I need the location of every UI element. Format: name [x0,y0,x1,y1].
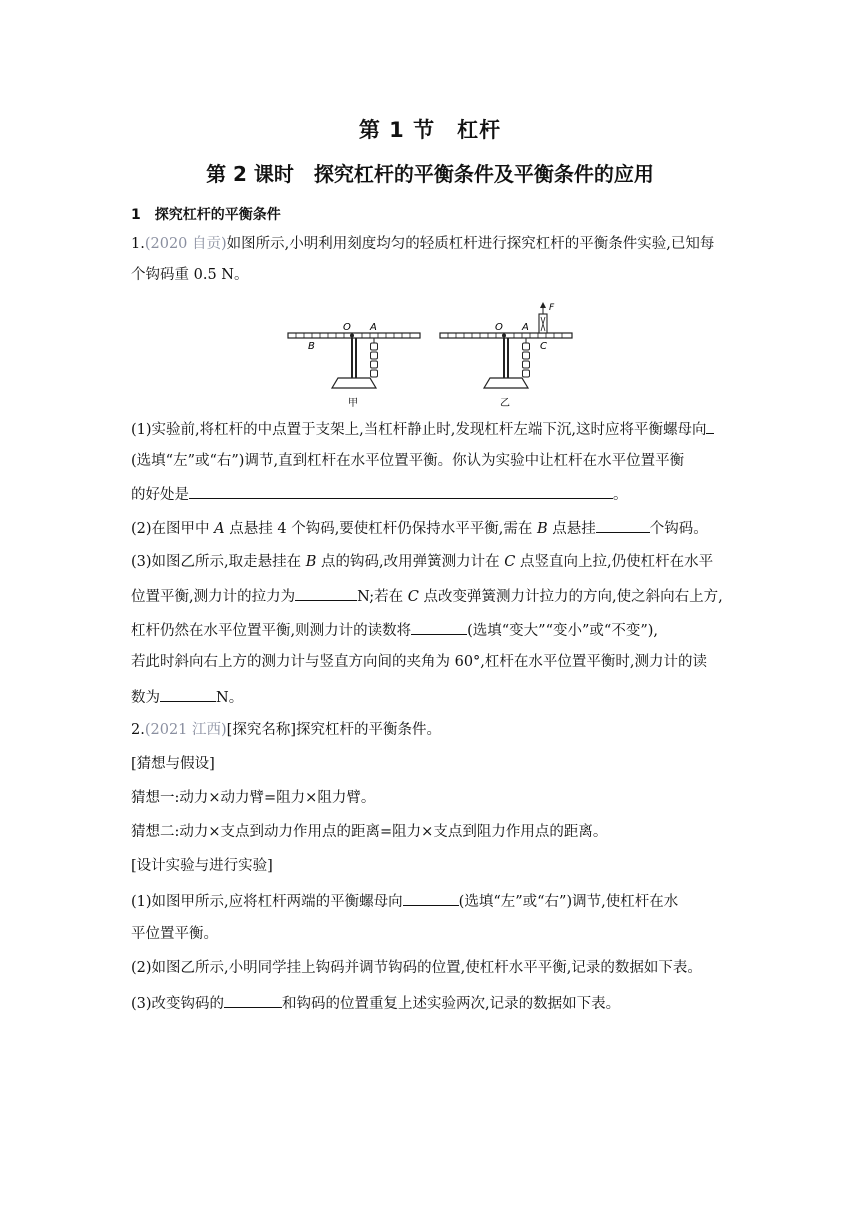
q1-part1-line2: (选填“左”或“右”)调节,直到杠杆在水平位置平衡。你认为实验中让杠杆在水平位置平衡 [131,453,685,469]
answer-blank[interactable] [403,890,459,906]
q1-number: 1. [131,236,145,252]
q2-design2: (2)如图乙所示,小明同学挂上钩码并调节钩码的位置,使杠杆水平平衡,记录的数据如下表。 [131,960,702,976]
stand-base-right [484,378,528,388]
point-A: A [214,521,225,537]
q2-number: 2. [131,722,145,738]
label-B: B [308,341,315,352]
q2-design1-line1 [131,890,678,912]
q1-part2-line [131,517,708,539]
hook-weights-right [523,343,530,377]
answer-blank[interactable] [706,418,714,434]
label-A-right: A [522,322,529,333]
label-O-left: O [343,322,351,333]
answer-blank[interactable] [189,483,613,499]
q1-part3-text3b: (选填“变大”“变小”或“不变”), [467,623,659,639]
section-title: 第 1 节 杠杆 [358,118,502,142]
q2-guess2: 猜想二:动力×支点到动力作用点的距离=阻力×支点到阻力作用点的距离。 [131,824,608,840]
caption-yi: 乙 [500,398,510,409]
q2-design1-text-a: (1)如图甲所示,应将杠杆两端的平衡螺母向 [131,894,403,910]
q1-part3-text3a: 杠杆仍然在水平位置平衡,则测力计的读数将 [131,623,412,639]
q1-part1-text1: (1)实验前,将杠杆的中点置于支架上,当杠杆静止时,发现杠杆左端下沉,这时应将平衡螺母向 [131,422,707,438]
q2-design3 [131,992,620,1014]
q2-stem-text: [探究名称]探究杠杆的平衡条件。 [226,722,441,738]
q2-design1-line2: 平位置平衡。 [131,926,218,942]
q1-part3-text5a: 数为 [131,690,160,706]
answer-blank[interactable] [160,686,216,702]
label-A-left: A [370,322,377,333]
lever-figure-right [440,302,572,409]
q1-part1-line3 [131,483,628,505]
q2-design-heading: [设计实验与进行实验] [131,858,273,874]
q1-part3-line1 [131,552,713,572]
q1-part1-text3b: 。 [613,487,628,503]
pivot-left [350,334,354,338]
q1-part2-text-d: 个钩码。 [649,521,708,537]
spring-scale [539,302,547,333]
q1-part3-line3 [131,619,658,641]
q1-part2-text-a: (2)在图甲中 [131,521,215,537]
point-B-ref: B [305,554,317,570]
label-F: F [549,303,555,313]
q1-part3-line2 [131,585,723,607]
lever-figure-left [288,322,420,409]
label-O-right: O [495,322,503,333]
q1-part3-text1b: 点的钩码,改用弹簧测力计在 [316,554,505,570]
part-heading: 1 探究杠杆的平衡条件 [131,207,281,223]
q2-design3-text-b: 和钩码的位置重复上述实验两次,记录的数据如下表。 [282,996,621,1012]
hook-weights-left [371,343,378,377]
q1-part3-text2a: 位置平衡,测力计的拉力为 [131,589,296,605]
q2-stem [131,720,441,740]
q1-part1-text3: 的好处是 [131,487,189,503]
q1-part3-text1a: (3)如图乙所示,取走悬挂在 [131,554,306,570]
point-C-ref2: C [407,589,419,605]
answer-blank[interactable] [596,517,650,533]
q1-part3-text5b: N。 [216,690,244,706]
caption-jia: 甲 [348,398,358,409]
q2-guess1: 猜想一:动力×动力臂=阻力×阻力臂。 [131,790,376,806]
q2-design3-text-a: (3)改变钩码的 [131,996,225,1012]
lesson-title: 第 2 课时 探究杠杆的平衡条件及平衡条件的应用 [206,162,654,186]
q1-part3-line4: 若此时斜向右上方的测力计与竖直方向间的夹角为 60°,杠杆在水平位置平衡时,测力计的读 [131,654,708,670]
point-C-ref: C [504,554,516,570]
answer-blank[interactable] [224,992,282,1008]
pivot-right [502,334,506,338]
q1-part2-text-b: 点悬挂 4 个钩码,要使杠杆仍保持水平平衡,需在 [224,521,538,537]
label-C: C [540,341,547,352]
lever-figure [280,303,580,412]
q1-part3-line5 [131,686,243,708]
q2-guess-heading: [猜想与假设] [131,756,215,772]
answer-blank[interactable] [411,619,467,635]
q1-stem-text: 如图所示,小明利用刻度均匀的轻质杠杆进行探究杠杆的平衡条件实验,已知每 [226,236,715,252]
q1-source: (2020 自贡) [144,236,227,252]
answer-blank[interactable] [295,585,357,601]
q2-design1-text-b: (选填“左”或“右”)调节,使杠杆在水 [458,894,679,910]
q1-part3-text1c: 点竖直向上拉,仍使杠杆在水平 [515,554,714,570]
q1-part1-line1 [131,418,714,440]
point-B: B [537,521,548,537]
q1-stem-line1 [131,234,714,254]
q1-part3-text2c: 点改变弹簧测力计拉力的方向,使之斜向右上方, [418,589,723,605]
q1-part3-text2b: N;若在 [357,589,408,605]
stand-base-left [332,378,376,388]
q1-stem-line2: 个钩码重 0.5 N。 [131,267,249,283]
q1-part2-text-c: 点悬挂 [547,521,596,537]
q2-source: (2021 江西) [144,722,227,738]
